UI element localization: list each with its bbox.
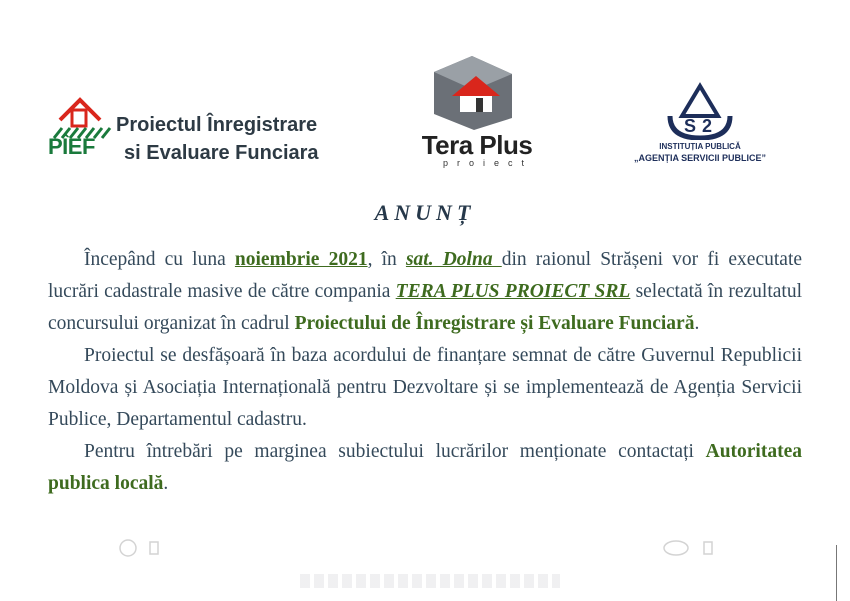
faint-bleed-through bbox=[300, 574, 560, 588]
tera-plus-name: Tera Plus bbox=[421, 130, 533, 160]
svg-text:S: S bbox=[684, 116, 697, 136]
paragraph-1 bbox=[48, 244, 802, 340]
p1-text-4: selectată în rezultatul concursului organizat în cadrul bbox=[48, 281, 802, 334]
start-month: noiembrie 2021 bbox=[234, 249, 368, 270]
asp-agency-name: „AGENȚIA SERVICII PUBLICE” bbox=[633, 153, 767, 163]
faint-stamp-icon bbox=[118, 538, 168, 558]
p1-text-1: Începând cu luna bbox=[84, 249, 235, 270]
scan-edge-line bbox=[836, 545, 837, 601]
company-name: TERA PLUS PROIECT SRL bbox=[395, 281, 631, 302]
tera-house-icon bbox=[404, 52, 554, 132]
p1-text-3: din raionul Strășeni vor fi executate lucrări cadastrale masive de către compania bbox=[48, 249, 803, 302]
tera-plus-subtitle: proiect bbox=[442, 158, 533, 168]
svg-text:2: 2 bbox=[702, 116, 713, 136]
project-name: Proiectului de Înregistrare și Evaluare Funciară bbox=[294, 313, 695, 334]
pief-abbreviation: PÎEF bbox=[48, 134, 95, 159]
p3-text-1: Pentru întrebări pe marginea subiectului lucrărilor menționate contactați bbox=[84, 441, 706, 462]
pief-title-line-1: Proiectul Înregistrare bbox=[116, 114, 318, 136]
p1-text-2: , în bbox=[367, 249, 406, 270]
local-authority: Autoritatea publica locală bbox=[48, 441, 802, 494]
announcement-body bbox=[48, 244, 802, 500]
asp-emblem-icon bbox=[610, 82, 790, 140]
pief-house-icon bbox=[52, 92, 116, 140]
asp-logo bbox=[610, 82, 790, 172]
paragraph-2: Proiectul se desfășoară în baza acordului de finanțare semnat de către Guvernul Republicii Moldova și Asociația Internațională pentru Dezvoltare și se implementează de Agenția Servicii Publice, Departamentul cadastru. bbox=[48, 345, 802, 430]
village-name: sat. Dolna bbox=[405, 249, 502, 270]
p3-text-2: . bbox=[163, 473, 169, 494]
paragraph-3 bbox=[48, 436, 802, 500]
p1-text-5: . bbox=[694, 313, 700, 334]
pief-logo bbox=[48, 92, 368, 170]
pief-title-line-2: si Evaluare Funciara bbox=[124, 142, 319, 164]
faint-stamp-icon bbox=[662, 538, 722, 558]
announcement-title: ANUNȚ bbox=[374, 200, 476, 225]
asp-institution-label: INSTITUȚIA PUBLICĂ bbox=[659, 142, 741, 151]
tera-plus-logo bbox=[404, 52, 554, 172]
